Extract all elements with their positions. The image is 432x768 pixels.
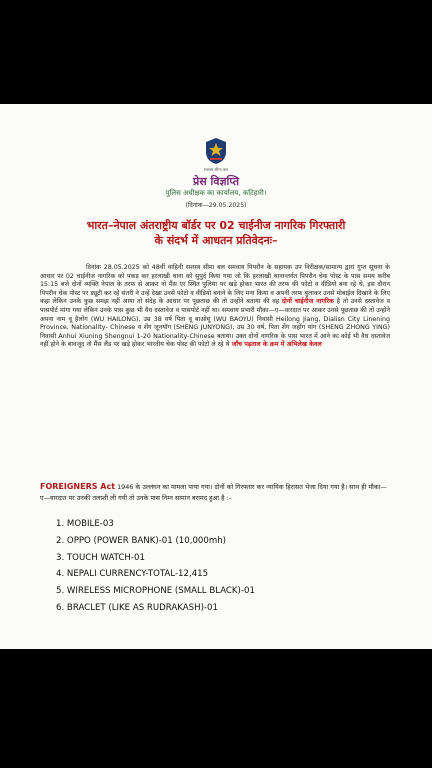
list-item: 1. MOBILE-03 bbox=[56, 519, 114, 529]
body-text-1: दिनांक 28.05.2025 को 48वीं वाहिनी सशस्त्र सीमा बल समवाय पिपरौन के सहायक उप निरीक्षक/सामान्य द्वारा गुप्त सूचना के आधार पर 02 चाईनीज नागरिक को पकड़ कर हरलाखी थाना को सुपुर्द किया गया जो कि हरलाखी थानान्तर्गत पिपरौन चेक पोस्ट के पास समय करीब 15:15 बजे दोनों व्यक्ति नेपाल के तरफ से आकर नो मैंस एर स्थित पुलिया पर खड़े होकर भारत की तरफ की फोटो व वीडियो बना रहे थे, इस दौरान पिपरौन चेक पोस्ट पर ड्यूटी कर रहे संतरी ने उन्हें देखा उनसे फोटो व वीडियो बनाने के लिए मना किया व अपनी तरफ बुलाकर उनसे मोबाईल दिखाने के लिए कहा लेकिन उनके कुछ समझ नहीं आया तो संदेह के आधार पर पूछताछ की तो उन्होंने बताया की वह bbox=[40, 264, 390, 306]
headline-line-1: भारत–नेपाल अंतराष्ट्रीय बॉर्डर पर 02 चाईनीज नागरिक गिरफ्तारी bbox=[86, 219, 346, 232]
foreigners-act: FOREIGNERS Act bbox=[40, 482, 116, 491]
release-date: (दिनांक—29.05.2025) bbox=[185, 202, 247, 209]
police-emblem-icon bbox=[201, 136, 231, 166]
headline bbox=[40, 218, 392, 248]
list-item: 3. TOUCH WATCH-01 bbox=[56, 552, 145, 563]
list-item: 6. BRACLET (LIKE AS RUDRAKASH)-01 bbox=[56, 602, 218, 613]
seized-items-list bbox=[56, 516, 396, 617]
body-paragraph bbox=[40, 264, 390, 350]
document-title: प्रेस विज्ञप्ति bbox=[192, 175, 240, 188]
list-item: 4. NEPALI CURRENCY-TOTAL-12,415 bbox=[56, 569, 209, 580]
conclusion-paragraph bbox=[40, 481, 390, 504]
headline-line-2: के संदर्भ में आधतन प्रतिवेदनः– bbox=[154, 234, 278, 247]
list-item: 2. OPPO (POWER BANK)-01 (10,000mh) bbox=[56, 535, 227, 546]
body-highlight-2: जाँच पड़ताल के क्रम में अभिलेख केवल bbox=[229, 341, 322, 349]
list-item: 5. WIRELESS MICROPHONE (SMALL BLACK)-01 bbox=[56, 586, 255, 597]
issuing-office: पुलिस अधीक्षक का कार्यालय, कटिहारी। bbox=[165, 189, 267, 197]
press-release-document bbox=[0, 104, 432, 649]
emblem-caption: सशस्त्र सीमा बल bbox=[204, 167, 228, 172]
body-highlight-1: दोनों चाईनीज नागरिक bbox=[281, 298, 334, 306]
conclusion-text: 1946 के उल्लंघन का मामला पाया गया। दोनों को गिरफ्तार कर न्यायिक हिरासत भेजा दिया गया है। साथ ही मौका—ए—वारदात पर उनकी तलाशी ली गयी तो उनके पास निम्न सामान बरामद हुआ है :– bbox=[40, 483, 387, 502]
body-text-2: है तो उनसे दस्तावेज व पासपोर्ट मांगा गया लेकिन उनके पास कुछ भी वैध दस्तावेज व पासपोर्ट नहीं था। समवाय प्रभारी मौका—ए—वारदात पर आकर उनसे पूछताछ की तो उन्होंने अपना नाम वू हैलोंग (WU HAILONG), उम्र 38 वर्ष पिता वू बाओयू (WU BAOYU) निवासी Heilong Jiang, Dialisn City Linening Province, Nationality- Chinese व शेंग जूनयॉग (SHENG JUNYONG), उम्र 30 वर्ष, पिता शेंग जहोंग यांग (SHENG ZHONG YING) निवासी Anhui Xiuning Shengnui 1-20 Nationality-Chinese बताया। उक्त दोनों नागरिक के पास भारत में आने का कोई भी वैध दस्तावेज नहीं होने के बावजूद नो मैंस लैंड पर खड़े होकर भारतीय चेक पोस्ट की फोटो ले रहे थे bbox=[40, 298, 390, 349]
